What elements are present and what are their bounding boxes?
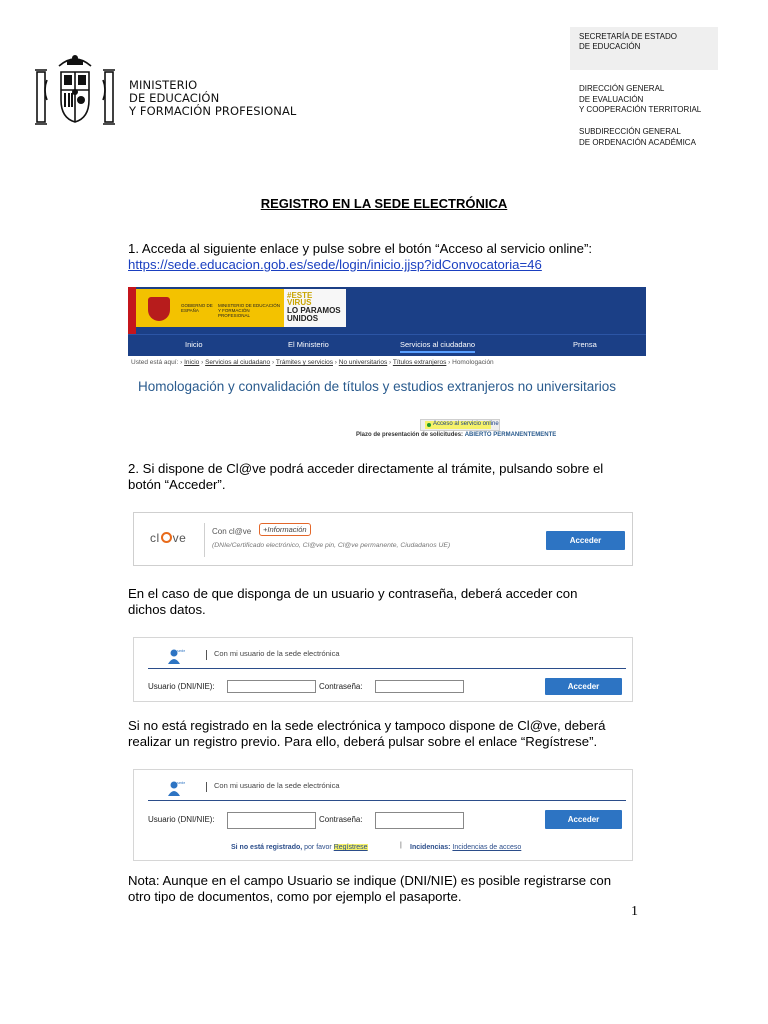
direccion-general bbox=[579, 84, 701, 116]
breadcrumb-item[interactable]: Trámites y servicios bbox=[275, 359, 333, 366]
user-input[interactable] bbox=[227, 812, 316, 829]
separator-bar: | bbox=[400, 842, 402, 849]
sede-link[interactable]: https://sede.educacion.gob.es/sede/login/inicio.jjsp?idConvocatoria=46 bbox=[128, 257, 542, 272]
plazo-value: ABIERTO PERMANENTEMENTE bbox=[464, 432, 557, 438]
step1-paragraph bbox=[128, 241, 640, 273]
coat-of-arms-icon bbox=[33, 50, 117, 132]
clave-screenshot bbox=[133, 512, 633, 566]
text-line: Si no está registrado en la sede electrónica y tampoco dispone de Cl@ve, deberá bbox=[128, 718, 606, 733]
text-line: otro tipo de documentos, como por ejemplo el pasaporte. bbox=[128, 889, 462, 904]
text-line: 2. Si dispone de Cl@ve podrá acceder directamente al trámite, pulsando sobre el bbox=[128, 461, 604, 476]
ministry-line: MINISTERIO bbox=[129, 78, 198, 92]
breadcrumb-current: Homologación bbox=[452, 359, 494, 366]
secretaria-box bbox=[570, 27, 718, 70]
plazo-info bbox=[356, 432, 556, 438]
clave-label: Con cl@ve bbox=[212, 527, 252, 536]
direccion-line: DE EVALUACIÓN bbox=[579, 94, 644, 104]
password-input[interactable] bbox=[375, 680, 464, 693]
login-heading: Con mi usuario de la sede electrónica bbox=[214, 781, 340, 790]
divider-rule bbox=[148, 668, 626, 669]
para4 bbox=[128, 718, 640, 750]
breadcrumb: Usted está aquí: › Inicio › Servicios al ciudadano › Trámites y servicios › No universitarios › Títulos extranjeros › Homologación bbox=[131, 359, 494, 366]
text-line: En el caso de que disponga de un usuario y contraseña, deberá acceder con bbox=[128, 586, 578, 601]
text-line: dichos datos. bbox=[128, 602, 206, 617]
user-label: Usuario (DNI/NIE): bbox=[148, 815, 215, 824]
clave-logo-text: ve bbox=[172, 531, 187, 545]
divider bbox=[206, 650, 207, 660]
portal-flag-strip bbox=[128, 287, 136, 334]
user-label: Usuario (DNI/NIE): bbox=[148, 682, 215, 691]
user-input[interactable] bbox=[227, 680, 316, 693]
status-dot-icon bbox=[427, 423, 431, 427]
register-line bbox=[231, 844, 368, 851]
incidents-line bbox=[410, 844, 521, 851]
user-icon bbox=[167, 779, 185, 797]
campaign-banner bbox=[284, 289, 346, 327]
direccion-line: DIRECCIÓN GENERAL bbox=[579, 84, 665, 93]
access-online-label: Acceso al servicio online bbox=[433, 421, 499, 427]
password-label: Contraseña: bbox=[319, 682, 363, 691]
clave-logo bbox=[150, 531, 186, 545]
clave-ring-icon bbox=[161, 532, 172, 543]
step2-paragraph bbox=[128, 461, 640, 493]
gobierno-logo bbox=[136, 289, 284, 327]
text-line: botón “Acceder”. bbox=[128, 477, 226, 492]
login-heading: Con mi usuario de la sede electrónica bbox=[214, 649, 340, 658]
subdireccion-line: SUBDIRECCIÓN GENERAL bbox=[579, 127, 681, 136]
secretaria-line: DE EDUCACIÓN bbox=[579, 42, 641, 51]
breadcrumb-item[interactable]: Títulos extranjeros bbox=[392, 359, 447, 366]
ministry-small-text: MINISTERIO DE EDUCACIÓN Y FORMACIÓN PROFESIONAL bbox=[218, 303, 281, 318]
icon-label: sede bbox=[177, 649, 185, 653]
ministry-line: Y FORMACIÓN PROFESIONAL bbox=[129, 104, 297, 118]
subdireccion-general bbox=[579, 127, 696, 148]
document-title: REGISTRO EN LA SEDE ELECTRÓNICA bbox=[260, 196, 508, 211]
login-screenshot bbox=[133, 637, 633, 702]
nav-item-prensa[interactable]: Prensa bbox=[573, 340, 597, 349]
breadcrumb-item[interactable]: No universitarios bbox=[338, 359, 388, 366]
please-text: por favor bbox=[304, 844, 332, 851]
subdireccion-line: DE ORDENACIÓN ACADÉMICA bbox=[579, 137, 696, 147]
acceder-button[interactable]: Acceder bbox=[545, 678, 622, 695]
plazo-label: Plazo de presentación de solicitudes: bbox=[356, 432, 464, 438]
ministry-name bbox=[129, 79, 296, 118]
portal-heading: Homologación y convalidación de títulos y estudios extranjeros no universitarios bbox=[138, 379, 617, 394]
campaign-line: #ESTE VIRUS bbox=[287, 291, 313, 307]
divider bbox=[206, 782, 207, 792]
nav-item-servicios[interactable]: Servicios al ciudadano bbox=[400, 340, 475, 353]
not-registered-text: Si no está registrado, bbox=[231, 844, 303, 851]
clave-description: (DNIe/Certificado electrónico, Cl@ve pin, Cl@ve permanente, Ciudadanos UE) bbox=[212, 542, 451, 549]
acceder-button[interactable]: Acceder bbox=[546, 531, 625, 550]
register-screenshot bbox=[133, 769, 633, 861]
text-line: realizar un registro previo. Para ello, deberá pulsar sobre el enlace “Regístrese”. bbox=[128, 734, 598, 749]
incidents-label: Incidencias: bbox=[410, 844, 451, 851]
note-paragraph bbox=[128, 873, 640, 905]
nav-item-inicio[interactable]: Inicio bbox=[185, 340, 203, 349]
icon-label: sede bbox=[177, 781, 185, 785]
step1-text: 1. Acceda al siguiente enlace y pulse sobre el botón “Acceso al servicio online”: bbox=[128, 241, 593, 256]
page-number: 1 bbox=[631, 904, 638, 919]
acceder-button[interactable]: Acceder bbox=[545, 810, 622, 829]
breadcrumb-prefix: Usted está aquí: bbox=[131, 359, 179, 366]
password-input[interactable] bbox=[375, 812, 464, 829]
ministry-line: DE EDUCACIÓN bbox=[129, 91, 220, 105]
register-link[interactable]: Regístrese bbox=[333, 844, 368, 851]
nav-item-ministerio[interactable]: El Ministerio bbox=[288, 340, 329, 349]
divider-rule bbox=[148, 800, 626, 801]
gov-text: GOBIERNO DE ESPAÑA bbox=[181, 303, 213, 313]
user-icon bbox=[167, 647, 185, 665]
access-online-button[interactable] bbox=[420, 419, 500, 431]
direccion-line: Y COOPERACIÓN TERRITORIAL bbox=[579, 105, 702, 114]
campaign-line: LO PARAMOS UNIDOS bbox=[287, 306, 341, 323]
shield-icon bbox=[148, 297, 170, 321]
para3 bbox=[128, 586, 640, 618]
divider bbox=[204, 523, 205, 557]
secretaria-line: SECRETARÍA DE ESTADO bbox=[579, 32, 677, 41]
breadcrumb-item[interactable]: Inicio bbox=[184, 359, 200, 366]
password-label: Contraseña: bbox=[319, 815, 363, 824]
portal-screenshot bbox=[128, 287, 646, 444]
text-line: Nota: Aunque en el campo Usuario se indique (DNI/NIE) es posible registrarse con bbox=[128, 873, 612, 888]
incidents-link[interactable]: Incidencias de acceso bbox=[452, 844, 522, 851]
breadcrumb-item[interactable]: Servicios al ciudadano bbox=[205, 359, 271, 366]
clave-logo-text: cl bbox=[150, 531, 160, 545]
more-info-link[interactable]: +Información bbox=[259, 523, 311, 536]
portal-nav bbox=[128, 334, 646, 356]
